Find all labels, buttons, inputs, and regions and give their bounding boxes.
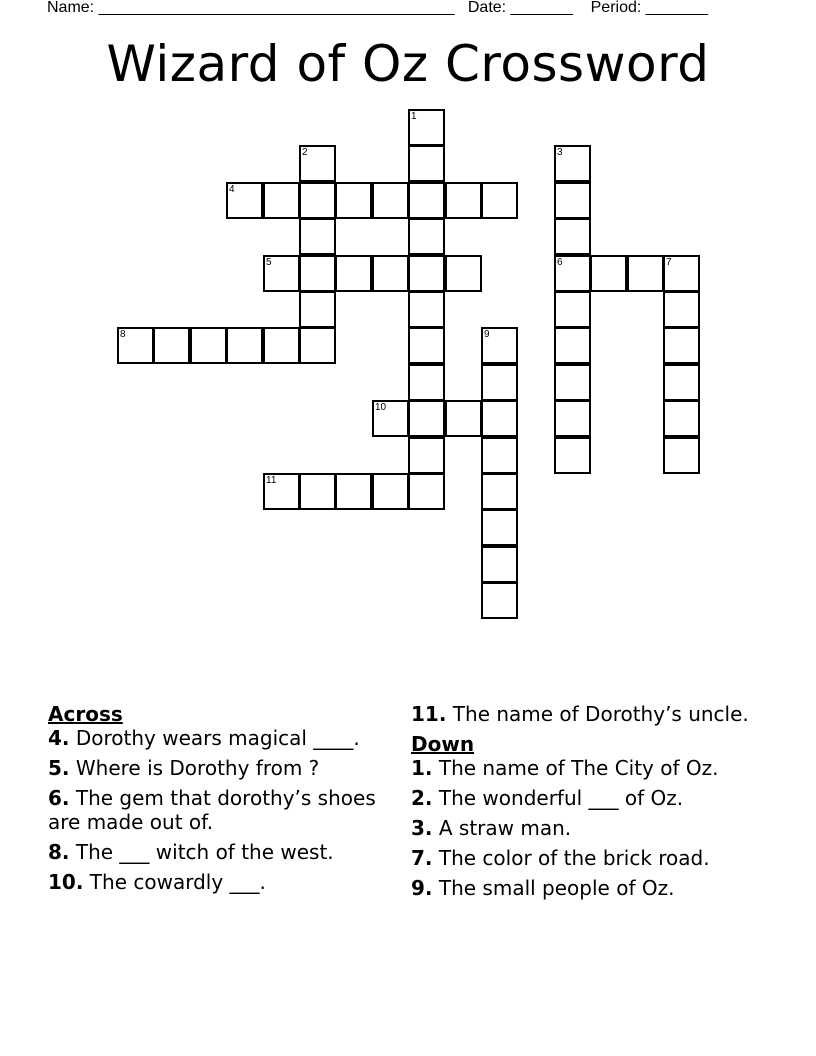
clue-text: Where is Dorothy from ? [69,756,320,780]
grid-cell[interactable] [481,182,518,219]
grid-cell[interactable] [299,255,336,292]
grid-cell[interactable] [663,400,700,437]
clue-down-9 [411,876,756,900]
clue-text: The small people of Oz. [432,876,675,900]
clue-text: The ___ witch of the west. [69,840,334,864]
page-title: Wizard of Oz Crossword [106,35,710,93]
grid-cell[interactable] [554,182,591,219]
grid-cell[interactable] [263,327,300,364]
grid-cell[interactable] [663,291,700,328]
grid-cell[interactable] [408,255,445,292]
clue-number: 5. [48,756,70,780]
grid-cell[interactable] [663,255,700,292]
grid-cell[interactable] [263,182,300,219]
grid-cell[interactable] [299,473,336,510]
cell-number: 8 [120,329,126,340]
clue-text: The name of Dorothy’s uncle. [446,702,749,726]
clue-down-3 [411,816,756,840]
grid-cell[interactable] [445,400,482,437]
grid-cell[interactable] [554,400,591,437]
down-heading: Down [411,732,475,756]
grid-cell[interactable] [299,182,336,219]
clue-number: 3. [411,816,433,840]
clue-down-2 [411,786,756,810]
grid-cell[interactable] [627,255,664,292]
clue-down-7 [411,846,756,870]
clue-text: The name of The City of Oz. [432,756,719,780]
clue-number: 6. [48,786,70,810]
date-field[interactable]: Date: _______ [467,0,573,16]
clue-text: The color of the brick road. [432,846,710,870]
grid-cell[interactable] [299,218,336,255]
clue-across-5 [48,756,383,780]
cell-number: 3 [557,147,563,158]
period-field[interactable]: Period: _______ [590,0,709,16]
grid-cell[interactable] [554,291,591,328]
grid-cell[interactable] [299,327,336,364]
clue-text: Dorothy wears magical ____. [69,726,360,750]
cell-number: 11 [266,475,277,486]
grid-cell[interactable] [663,437,700,474]
grid-cell[interactable] [226,182,263,219]
grid-cell[interactable] [408,109,445,146]
clue-across-4 [48,726,383,750]
clue-number: 8. [48,840,70,864]
grid-cell[interactable] [408,182,445,219]
clue-text: A straw man. [432,816,572,840]
clues-column-right [411,702,756,906]
grid-cell[interactable] [263,473,300,510]
grid-cell[interactable] [554,255,591,292]
grid-cell[interactable] [663,364,700,401]
cell-number: 4 [229,184,235,195]
grid-cell[interactable] [263,255,300,292]
clue-number: 9. [411,876,433,900]
grid-cell[interactable] [299,145,336,182]
grid-cell[interactable] [190,327,227,364]
grid-cell[interactable] [372,400,409,437]
grid-cell[interactable] [372,473,409,510]
across-heading: Across [48,702,123,726]
grid-cell[interactable] [481,437,518,474]
cell-number: 7 [666,257,672,268]
grid-cell[interactable] [554,437,591,474]
clue-across-8 [48,840,383,864]
grid-cell[interactable] [590,255,627,292]
grid-cell[interactable] [445,255,482,292]
grid-cell[interactable] [372,255,409,292]
clue-across-10 [48,870,383,894]
cell-number: 2 [302,147,308,158]
cell-number: 5 [266,257,272,268]
clue-down-1 [411,756,756,780]
grid-cell[interactable] [481,546,518,583]
clue-number: 11. [411,702,447,726]
clue-number: 10. [48,870,84,894]
name-field[interactable]: Name: ________________________________________ [47,0,455,16]
grid-cell[interactable] [554,327,591,364]
cell-number: 1 [411,111,417,122]
grid-cell[interactable] [153,327,190,364]
grid-cell[interactable] [408,218,445,255]
clue-number: 1. [411,756,433,780]
grid-cell[interactable] [117,327,154,364]
cell-number: 6 [557,257,563,268]
grid-cell[interactable] [554,218,591,255]
grid-cell[interactable] [408,437,445,474]
clue-number: 2. [411,786,433,810]
clue-text: The cowardly ___. [83,870,266,894]
cell-number: 9 [484,329,490,340]
grid-cell[interactable] [335,255,372,292]
grid-cell[interactable] [481,473,518,510]
grid-cell[interactable] [408,364,445,401]
grid-cell[interactable] [481,327,518,364]
cell-number: 10 [375,402,387,413]
grid-cell[interactable] [408,473,445,510]
grid-cell[interactable] [481,509,518,546]
grid-cell[interactable] [335,182,372,219]
grid-cell[interactable] [408,400,445,437]
clue-number: 7. [411,846,433,870]
clue-across-6 [48,786,383,834]
grid-cell[interactable] [663,327,700,364]
grid-cell[interactable] [226,327,263,364]
grid-cell[interactable] [408,327,445,364]
grid-cell[interactable] [554,145,591,182]
grid-cell[interactable] [554,364,591,401]
grid-cell[interactable] [299,291,336,328]
grid-cell[interactable] [372,182,409,219]
grid-cell[interactable] [335,473,372,510]
clue-text: The gem that dorothy’s shoes are made out of. [48,786,376,834]
clue-text: The wonderful ___ of Oz. [432,786,684,810]
grid-cell[interactable] [481,400,518,437]
clues-column-left [48,702,383,900]
grid-cell[interactable] [481,582,518,619]
clue-number: 4. [48,726,70,750]
grid-cell[interactable] [481,364,518,401]
grid-cell[interactable] [445,182,482,219]
clue-across-11 [411,702,756,726]
grid-cell[interactable] [408,145,445,182]
grid-cell[interactable] [408,291,445,328]
